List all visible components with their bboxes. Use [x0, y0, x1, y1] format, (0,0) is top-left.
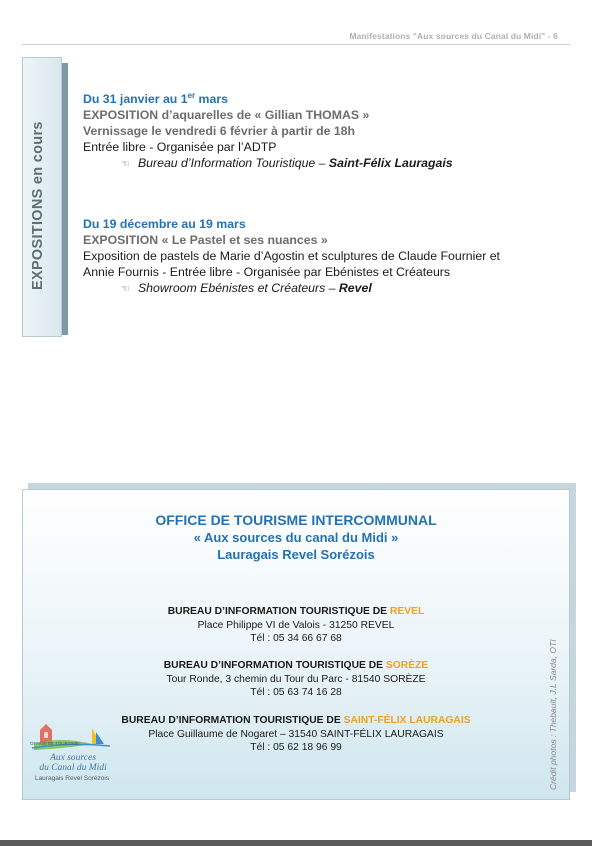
event-subtitle: Vernissage le vendredi 6 février à partir de 18h: [83, 124, 356, 139]
event-description: Entrée libre - Organisée par l’ADTP: [83, 140, 277, 155]
logo-caption: OFFICE DE TOURISME: [30, 741, 79, 746]
event-description: Annie Fournis - Entrée libre - Organisée par Ebénistes et Créateurs: [83, 265, 451, 279]
running-header: Manifestations "Aux sources du Canal du Midi" - 6: [349, 31, 558, 41]
event-date: Du 19 décembre au 19 mars: [83, 217, 246, 231]
event-1: [83, 88, 563, 173]
event-location: ☜ Showroom Ebénistes et Créateurs – Revel: [121, 281, 372, 295]
pointing-hand-icon: ☜: [121, 284, 130, 295]
bureau-phone: Tél : 05 34 66 67 68: [250, 633, 342, 644]
bureau-phone: Tél : 05 62 18 96 99: [250, 742, 342, 753]
office-title: OFFICE DE TOURISME INTERCOMMUNAL: [155, 512, 437, 528]
office-subtitle: « Aux sources du canal du Midi »: [193, 530, 399, 545]
side-tab-label: EXPOSITIONS en cours: [30, 121, 46, 290]
event-date: Du 31 janvier au 1er mars: [83, 91, 228, 107]
bureau-soreze: BUREAU D’INFORMATION TOURISTIQUE DE SORÈZE Tour Ronde, 3 chemin du Tour du Parc - 81540 SORÈZE Tél : 05 63 74 16 28: [22, 659, 570, 700]
header-rule: [22, 44, 570, 45]
bureau-address: Tour Ronde, 3 chemin du Tour du Parc - 81540 SORÈZE: [166, 673, 426, 685]
event-location: ☜ Bureau d’Information Touristique – Saint-Félix Lauragais: [121, 156, 453, 171]
event-title: EXPOSITION d’aquarelles de « Gillian THOMAS »: [83, 108, 370, 123]
bureau-revel: BUREAU D’INFORMATION TOURISTIQUE DE REVEL Place Philippe VI de Valois - 31250 REVEL Tél : 05 34 66 67 68: [22, 605, 570, 646]
office-region: Lauragais Revel Sorézois: [217, 547, 375, 562]
event-description: Exposition de pastels de Marie d’Agostin et sculptures de Claude Fournier et: [83, 249, 500, 263]
bureau-saint-felix: BUREAU D’INFORMATION TOURISTIQUE DE SAINT-FÉLIX LAURAGAIS Place Guillaume de Nogaret – 31540 SAINT-FÉLIX LAURAGAIS Tél : 05 62 18 96 99: [22, 714, 570, 755]
logo-wordmark: Aux sources du Canal du Midi: [39, 753, 107, 773]
event-title: EXPOSITION « Le Pastel et ses nuances »: [83, 233, 328, 247]
bureau-phone: Tél : 05 63 74 16 28: [250, 687, 342, 698]
event-2: [83, 216, 563, 298]
logo-region: Lauragais Revel Sorézois: [34, 775, 110, 782]
pointing-hand-icon: ☜: [121, 159, 130, 171]
page-bottom-bar: [0, 840, 592, 846]
photo-credit: Crédit photos : Thebault, J.L Sarda, OTI: [548, 639, 558, 790]
bureau-address: Place Philippe VI de Valois - 31250 REVEL: [197, 619, 395, 631]
bureau-address: Place Guillaume de Nogaret – 31540 SAINT-FÉLIX LAURAGAIS: [148, 728, 444, 740]
